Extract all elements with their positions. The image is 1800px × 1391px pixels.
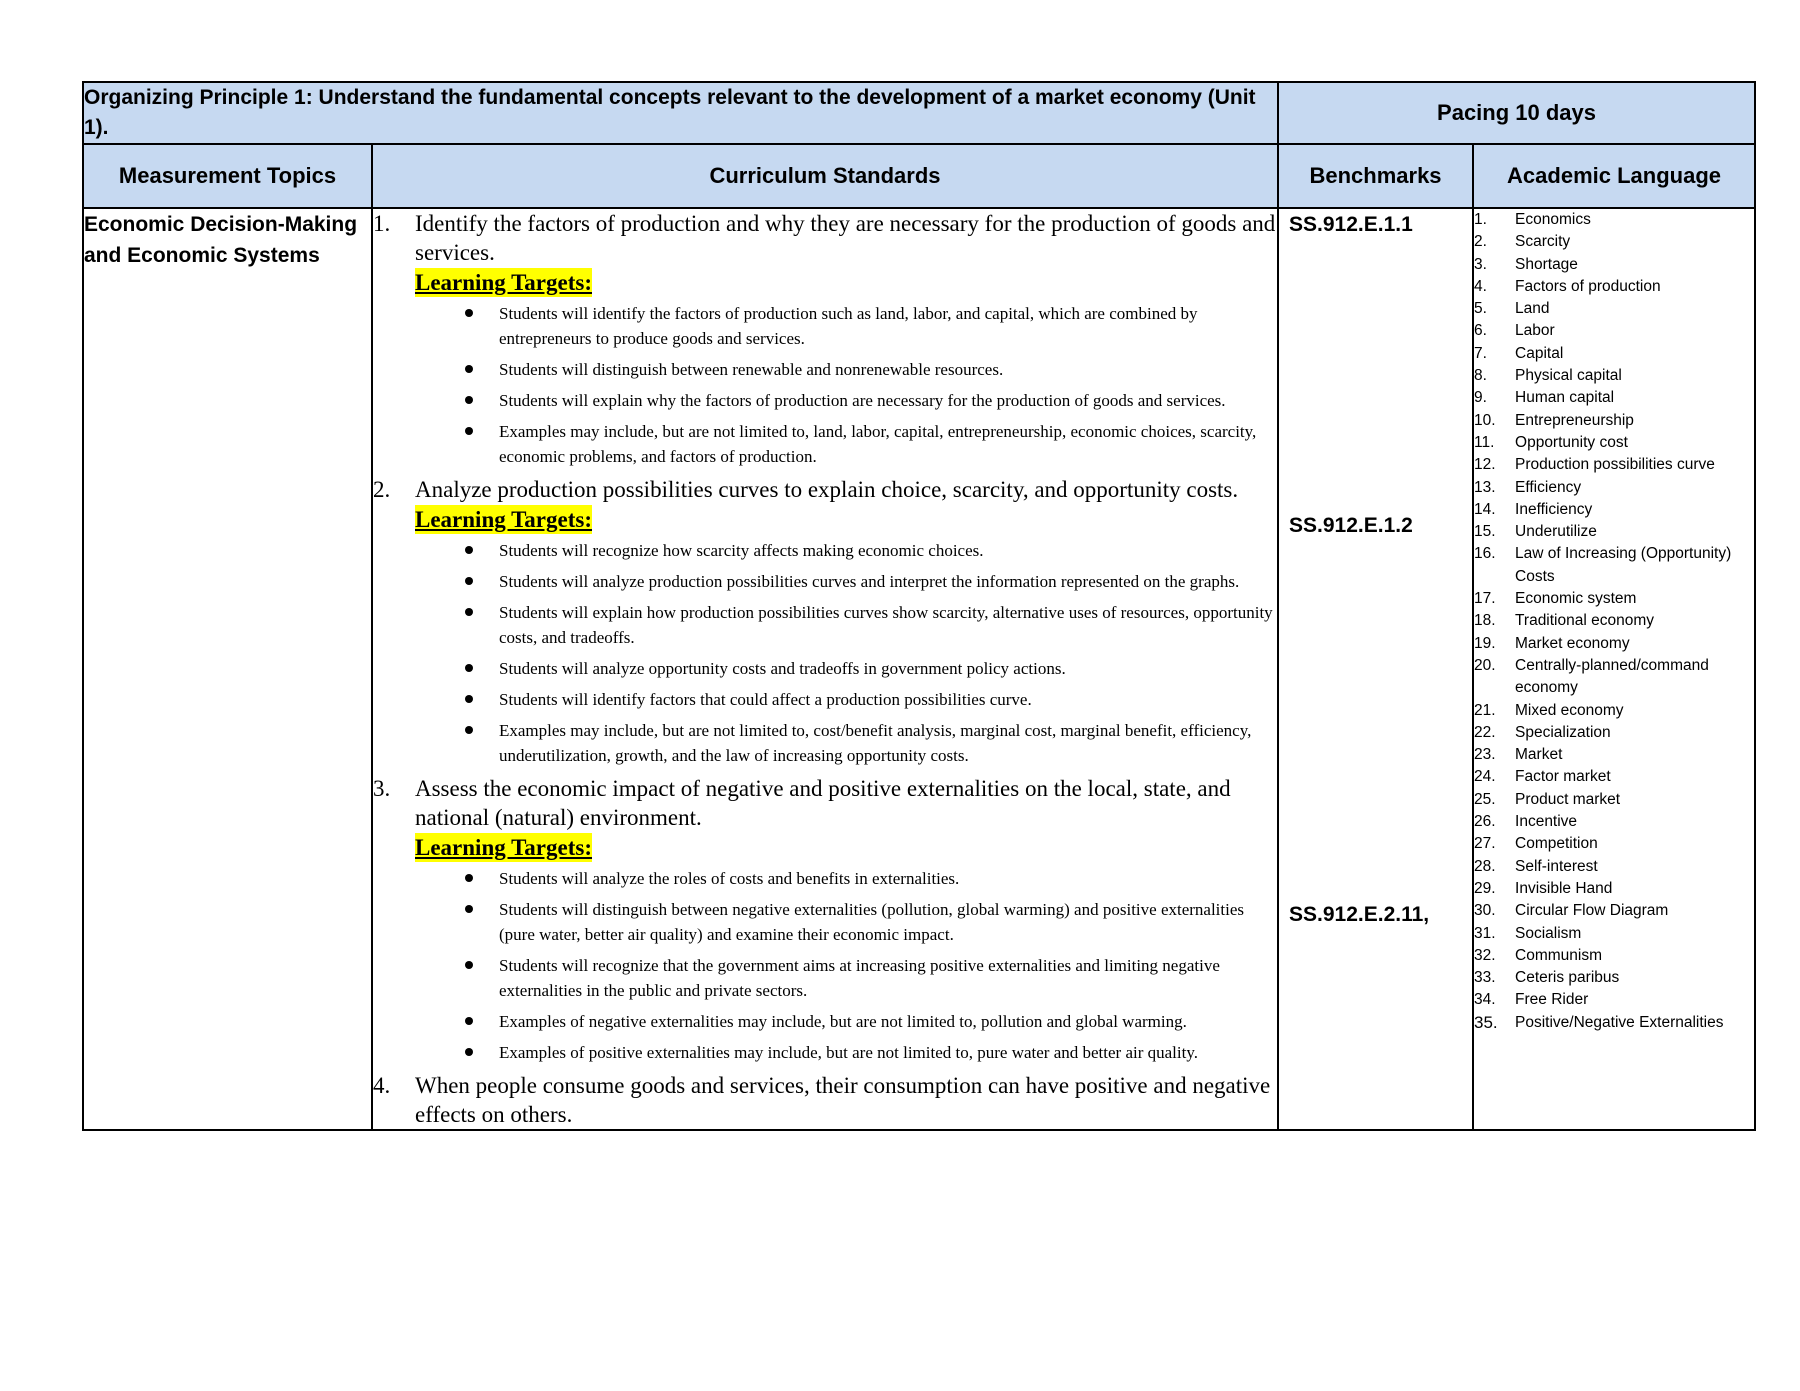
vocab-number: 8. xyxy=(1474,367,1487,385)
learning-targets-list xyxy=(415,538,1277,768)
vocab-number: 24. xyxy=(1474,768,1496,786)
vocab-number: 25. xyxy=(1474,790,1496,808)
standard-number: 1. xyxy=(373,211,391,236)
vocab-item xyxy=(1474,209,1754,231)
vocab-item xyxy=(1474,298,1754,320)
vocab-item xyxy=(1474,499,1754,521)
vocab-term: Invisible Hand xyxy=(1515,879,1613,897)
vocab-item xyxy=(1474,365,1754,387)
vocab-number: 19. xyxy=(1474,634,1496,652)
vocab-term: Law of Increasing (Opportunity) Costs xyxy=(1515,545,1732,585)
vocab-item xyxy=(1474,633,1754,655)
learning-targets-list xyxy=(415,866,1277,1065)
vocab-term: Physical capital xyxy=(1515,367,1622,385)
vocab-term: Scarcity xyxy=(1515,233,1571,251)
vocab-number: 13. xyxy=(1474,478,1496,496)
vocab-term: Inefficiency xyxy=(1515,500,1593,518)
learning-target: Students will explain how production possibilities curves show scarcity, alternative uses of resources, opportunity costs, and tradeoffs. xyxy=(499,600,1277,650)
learning-target: Students will recognize how scarcity affects making economic choices. xyxy=(499,538,1277,563)
principle-row xyxy=(83,82,1755,144)
vocab-item xyxy=(1474,766,1754,788)
vocab-term: Self-interest xyxy=(1515,857,1598,875)
content-row xyxy=(83,208,1755,1130)
vocab-number: 12. xyxy=(1474,456,1496,474)
vocab-term: Free Rider xyxy=(1515,991,1589,1009)
standard-text: When people consume goods and services, their consumption can have positive and negative effects on others. xyxy=(415,1073,1271,1127)
curriculum-table xyxy=(82,81,1756,1131)
vocab-item xyxy=(1474,1012,1754,1034)
vocab-number: 27. xyxy=(1474,835,1496,853)
vocab-term: Efficiency xyxy=(1515,478,1582,496)
vocab-item xyxy=(1474,410,1754,432)
vocab-term: Incentive xyxy=(1515,813,1578,831)
learning-target: Students will explain why the factors of production are necessary for the production of goods and services. xyxy=(499,388,1277,413)
standard-item xyxy=(373,209,1277,475)
standard-body xyxy=(415,209,1277,475)
vocab-term: Factor market xyxy=(1515,768,1611,786)
vocab-item xyxy=(1474,432,1754,454)
vocab-number: 23. xyxy=(1474,746,1496,764)
vocab-item xyxy=(1474,833,1754,855)
vocab-item xyxy=(1474,811,1754,833)
benchmarks xyxy=(1278,208,1473,1130)
vocab-term: Capital xyxy=(1515,344,1564,362)
learning-target: Examples of positive externalities may include, but are not limited to, pure water and better air quality. xyxy=(499,1040,1277,1065)
learning-target: Students will identify the factors of production such as land, labor, and capital, which are combined by entrepreneurs to produce goods and services. xyxy=(499,301,1277,351)
vocab-term: Labor xyxy=(1515,322,1555,340)
standard-body xyxy=(415,475,1277,774)
benchmark-code: SS.912.E.2.11, xyxy=(1289,903,1430,926)
vocab-number: 2. xyxy=(1474,233,1487,251)
vocab-number: 10. xyxy=(1474,411,1496,429)
vocab-term: Specialization xyxy=(1515,723,1611,741)
benchmark-code: SS.912.E.1.1 xyxy=(1289,213,1413,236)
vocab-item xyxy=(1474,700,1754,722)
vocab-item xyxy=(1474,543,1754,588)
vocab-term: Socialism xyxy=(1515,924,1582,942)
vocab-number: 6. xyxy=(1474,322,1487,340)
vocab-item xyxy=(1474,610,1754,632)
vocab-item xyxy=(1474,967,1754,989)
vocab-number: 20. xyxy=(1474,656,1496,674)
learning-target: Examples of negative externalities may include, but are not limited to, pollution and global warming. xyxy=(499,1009,1277,1034)
standard-item xyxy=(373,475,1277,774)
standard-body xyxy=(415,1071,1277,1129)
vocab-number: 7. xyxy=(1474,344,1487,362)
vocab-number: 18. xyxy=(1474,612,1496,630)
standard-item xyxy=(373,774,1277,1071)
learning-target: Students will recognize that the government aims at increasing positive externalities and limiting negative externalities in the public and private sectors. xyxy=(499,953,1277,1003)
vocab-term: Market xyxy=(1515,746,1563,764)
vocab-number: 16. xyxy=(1474,545,1496,563)
vocab-term: Traditional economy xyxy=(1515,612,1655,630)
standard-number: 4. xyxy=(373,1073,391,1098)
learning-target: Examples may include, but are not limited to, land, labor, capital, entrepreneurship, economic choices, scarcity, economic problems, and factors of production. xyxy=(499,419,1277,469)
vocab-item xyxy=(1474,276,1754,298)
column-header-standards: Curriculum Standards xyxy=(372,144,1278,208)
learning-target: Students will analyze opportunity costs and tradeoffs in government policy actions. xyxy=(499,656,1277,681)
organizing-principle: Organizing Principle 1: Understand the fundamental concepts relevant to the development of a market economy (Unit 1). xyxy=(83,82,1278,144)
vocab-item xyxy=(1474,254,1754,276)
vocab-number: 31. xyxy=(1474,924,1496,942)
vocab-term: Underutilize xyxy=(1515,523,1597,541)
vocab-number: 15. xyxy=(1474,523,1496,541)
vocab-number: 32. xyxy=(1474,946,1496,964)
vocab-item xyxy=(1474,878,1754,900)
vocab-number: 3. xyxy=(1474,255,1487,273)
vocab-item xyxy=(1474,989,1754,1011)
vocab-term: Land xyxy=(1515,300,1550,318)
vocab-term: Mixed economy xyxy=(1515,701,1624,719)
vocab-number: 17. xyxy=(1474,590,1496,608)
vocab-item xyxy=(1474,588,1754,610)
standard-number: 3. xyxy=(373,776,391,801)
vocab-item xyxy=(1474,945,1754,967)
learning-targets-label: Learning Targets: xyxy=(415,507,592,532)
standard-text: Identify the factors of production and why they are necessary for the production of goods and services. xyxy=(415,211,1276,265)
vocab-number: 9. xyxy=(1474,389,1487,407)
vocab-number: 34. xyxy=(1474,991,1496,1009)
curriculum-standards xyxy=(372,208,1278,1130)
column-header-language: Academic Language xyxy=(1473,144,1755,208)
standard-body xyxy=(415,774,1277,1071)
vocab-term: Production possibilities curve xyxy=(1515,456,1715,474)
vocab-number: 21. xyxy=(1474,701,1496,719)
learning-target: Students will identify factors that could affect a production possibilities curve. xyxy=(499,687,1277,712)
learning-targets-label: Learning Targets: xyxy=(415,270,592,295)
vocab-term: Factors of production xyxy=(1515,277,1661,295)
vocab-item xyxy=(1474,744,1754,766)
standard-text: Assess the economic impact of negative and positive externalities on the local, state, and national (natural) environment. xyxy=(415,776,1231,830)
vocab-number: 11. xyxy=(1474,433,1495,451)
vocab-item xyxy=(1474,655,1754,700)
vocab-number: 14. xyxy=(1474,500,1496,518)
measurement-topic: Economic Decision-Making and Economic Systems xyxy=(83,208,372,1130)
vocab-number: 35. xyxy=(1474,1012,1498,1032)
vocab-number: 33. xyxy=(1474,969,1496,987)
vocab-term: Shortage xyxy=(1515,255,1578,273)
standard-item xyxy=(373,1071,1277,1129)
vocab-term: Economics xyxy=(1515,211,1591,228)
learning-target: Students will analyze production possibilities curves and interpret the information represented on the graphs. xyxy=(499,569,1277,594)
vocab-term: Economic system xyxy=(1515,590,1637,608)
vocab-term: Product market xyxy=(1515,790,1621,808)
vocab-number: 4. xyxy=(1474,277,1487,295)
vocab-term: Competition xyxy=(1515,835,1598,853)
vocab-number: 1. xyxy=(1474,211,1487,228)
vocab-item xyxy=(1474,923,1754,945)
learning-target: Examples may include, but are not limited to, cost/benefit analysis, marginal cost, marginal benefit, efficiency, underutilization, growth, and the law of increasing opportunity costs. xyxy=(499,718,1277,768)
vocab-item xyxy=(1474,722,1754,744)
learning-targets-list xyxy=(415,301,1277,469)
vocab-item xyxy=(1474,900,1754,922)
vocab-term: Positive/Negative Externalities xyxy=(1515,1013,1724,1031)
vocab-number: 5. xyxy=(1474,300,1487,318)
vocab-item xyxy=(1474,387,1754,409)
vocab-item xyxy=(1474,343,1754,365)
vocab-number: 29. xyxy=(1474,879,1496,897)
learning-target: Students will analyze the roles of costs and benefits in externalities. xyxy=(499,866,1277,891)
vocab-term: Ceteris paribus xyxy=(1515,969,1620,987)
vocab-item xyxy=(1474,320,1754,342)
vocab-item xyxy=(1474,454,1754,476)
standard-text: Analyze production possibilities curves to explain choice, scarcity, and opportunity costs. xyxy=(415,477,1239,502)
vocab-number: 26. xyxy=(1474,813,1496,831)
academic-language-list xyxy=(1473,208,1755,1130)
learning-targets-label: Learning Targets: xyxy=(415,835,592,860)
column-header-row xyxy=(83,144,1755,208)
vocab-term: Opportunity cost xyxy=(1515,433,1628,451)
learning-target: Students will distinguish between renewable and nonrenewable resources. xyxy=(499,357,1277,382)
vocab-term: Market economy xyxy=(1515,634,1630,652)
benchmark-code: SS.912.E.1.2 xyxy=(1289,514,1413,537)
vocab-term: Centrally-planned/command economy xyxy=(1515,656,1709,697)
vocab-item xyxy=(1474,789,1754,811)
vocab-number: 22. xyxy=(1474,723,1496,741)
vocab-item xyxy=(1474,477,1754,499)
column-header-topics: Measurement Topics xyxy=(83,144,372,208)
vocab-number: 30. xyxy=(1474,902,1496,920)
vocab-item xyxy=(1474,231,1754,253)
learning-target: Students will distinguish between negative externalities (pollution, global warming) and positive externalities (pure water, better air quality) and examine their economic impact. xyxy=(499,897,1277,947)
vocab-term: Circular Flow Diagram xyxy=(1515,902,1669,920)
vocab-term: Entrepreneurship xyxy=(1515,411,1634,429)
vocab-number: 28. xyxy=(1474,857,1496,875)
vocab-item xyxy=(1474,521,1754,543)
pacing: Pacing 10 days xyxy=(1278,82,1755,144)
column-header-benchmarks: Benchmarks xyxy=(1278,144,1473,208)
standard-number: 2. xyxy=(373,477,391,502)
vocab-term: Communism xyxy=(1515,946,1602,964)
vocab-item xyxy=(1474,856,1754,878)
vocab-term: Human capital xyxy=(1515,389,1615,407)
